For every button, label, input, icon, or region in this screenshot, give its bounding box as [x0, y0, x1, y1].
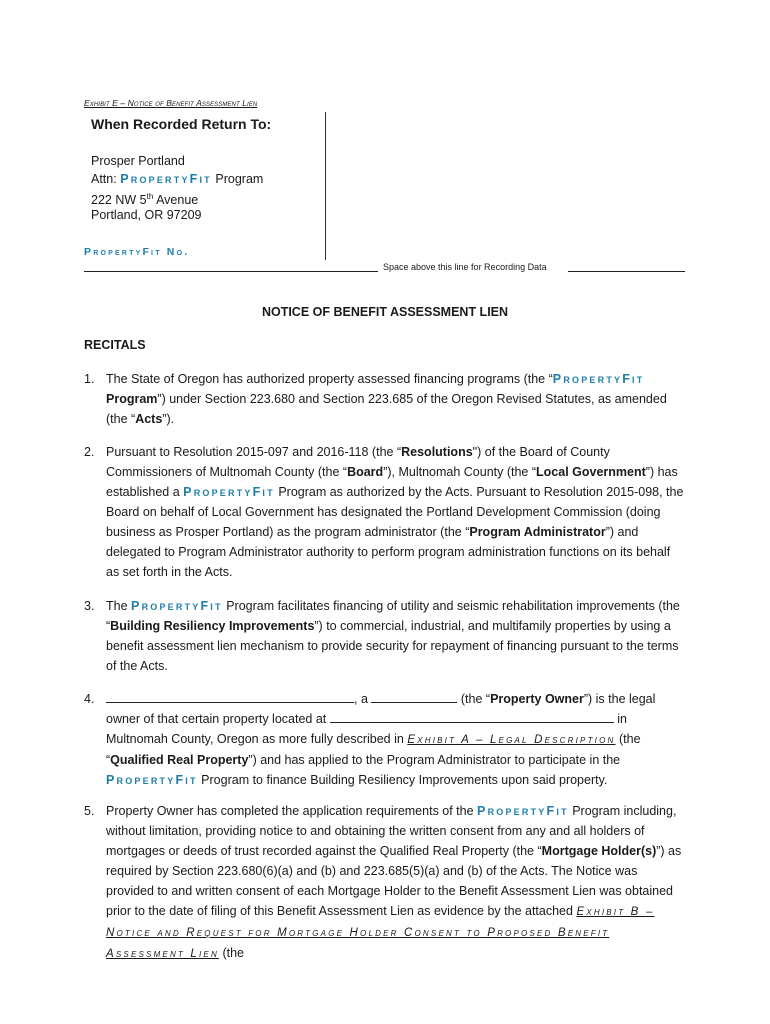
street-post: Avenue: [156, 193, 199, 208]
street-sup: th: [146, 192, 154, 201]
attn-suffix: Program: [215, 172, 264, 186]
property-address-blank[interactable]: [330, 709, 614, 723]
return-title: When Recorded Return To:: [91, 116, 272, 132]
recital-text: The State of Oregon has authorized property assessed financing programs (the “PropertyFit Program”) under Section 223.680 and Section 223.685 of the Oregon Revised Statutes, as amended (the “Acts”).: [106, 372, 667, 426]
recording-text: Space above this line for Recording Data: [383, 262, 547, 272]
owner-entity-blank[interactable]: [371, 689, 457, 703]
recital-text: Property Owner has completed the application requirements of the PropertyFit Program including, without limitation, providing notice to and obtaining the written consent from any and all holders of mortgages or deeds of trust recorded against the Qualified Real Property (the “Mortgage Holder(s)”) as required by Section 223.680(6)(a) and (b) and 223.685(5)(a) and (b) of the Acts. The Notice was provided to and written consent of each Mortgage Holder to the Benefit Assessment Lien was obtained prior to the date of filing of this Benefit Assessment Lien as evidence by the attached Exhibit B – Notice and Request for Mortgage Holder Consent to Proposed Benefit Assessment Lien (the: [106, 804, 682, 960]
recital-number: 2.: [84, 445, 95, 459]
recital-number: 4.: [84, 692, 95, 706]
exhibit-label: Exhibit E – Notice of Benefit Assessment Lien: [84, 98, 258, 108]
attn-program: PropertyFit: [120, 172, 212, 186]
recital-text: , a (the “Property Owner”) is the legal owner of that certain property located at in Multnomah County, Oregon as more fully described in Exhibit A – Legal Description (the “Qualified Real Property”) and has applied to the Program Administrator to participate in the PropertyFit Program to finance Building Resiliency Improvements upon said property.: [106, 689, 686, 790]
return-city: Portland, OR 97209: [91, 208, 202, 222]
owner-name-blank[interactable]: [106, 689, 354, 703]
exhibit-b-reference: Exhibit B – Notice and Request for Mortgage Holder Consent to Proposed Benefit Assessment Lien: [106, 906, 655, 960]
street-pre: 222 NW 5: [91, 193, 147, 208]
recitals-heading: RECITALS: [84, 338, 146, 352]
recital-number: 3.: [84, 599, 95, 613]
recital-number: 5.: [84, 804, 95, 818]
recording-line-left: [84, 271, 378, 272]
return-attn: [91, 170, 263, 188]
recording-line-right: [568, 271, 685, 272]
exhibit-a-reference: Exhibit A – Legal Description: [407, 734, 616, 746]
recital-text: The PropertyFit Program facilitates financing of utility and seismic rehabilitation improvements (the “Building Resiliency Improvements”) to commercial, industrial, and multifamily properties by using a benefit assessment lien mechanism to provide security for repayment of financing pursuant to the terms of the Acts.: [106, 599, 680, 673]
exhibit-header: [84, 98, 257, 108]
recital-text: Pursuant to Resolution 2015-097 and 2016-118 (the “Resolutions") of the Board of County Commissioners of Multnomah County (the “Board”), Multnomah County (the “Local Government”) has established a PropertyFit Program as authorized by the Acts. Pursuant to Resolution 2015-098, the Board on behalf of Local Government has designated the Portland Development Commission (doing business as Prosper Portland) as the program administrator (the “Program Administrator”) and delegated to Program Administrator authority to perform program administration functions on its behalf as set forth in the Acts.: [106, 445, 684, 579]
return-divider: [325, 112, 326, 260]
recital-number: 1.: [84, 372, 95, 386]
propertyfit-number: PropertyFit No.: [84, 246, 190, 258]
document-title: NOTICE OF BENEFIT ASSESSMENT LIEN: [261, 305, 509, 319]
return-name: Prosper Portland: [91, 154, 185, 168]
attn-prefix: Attn:: [91, 172, 117, 186]
